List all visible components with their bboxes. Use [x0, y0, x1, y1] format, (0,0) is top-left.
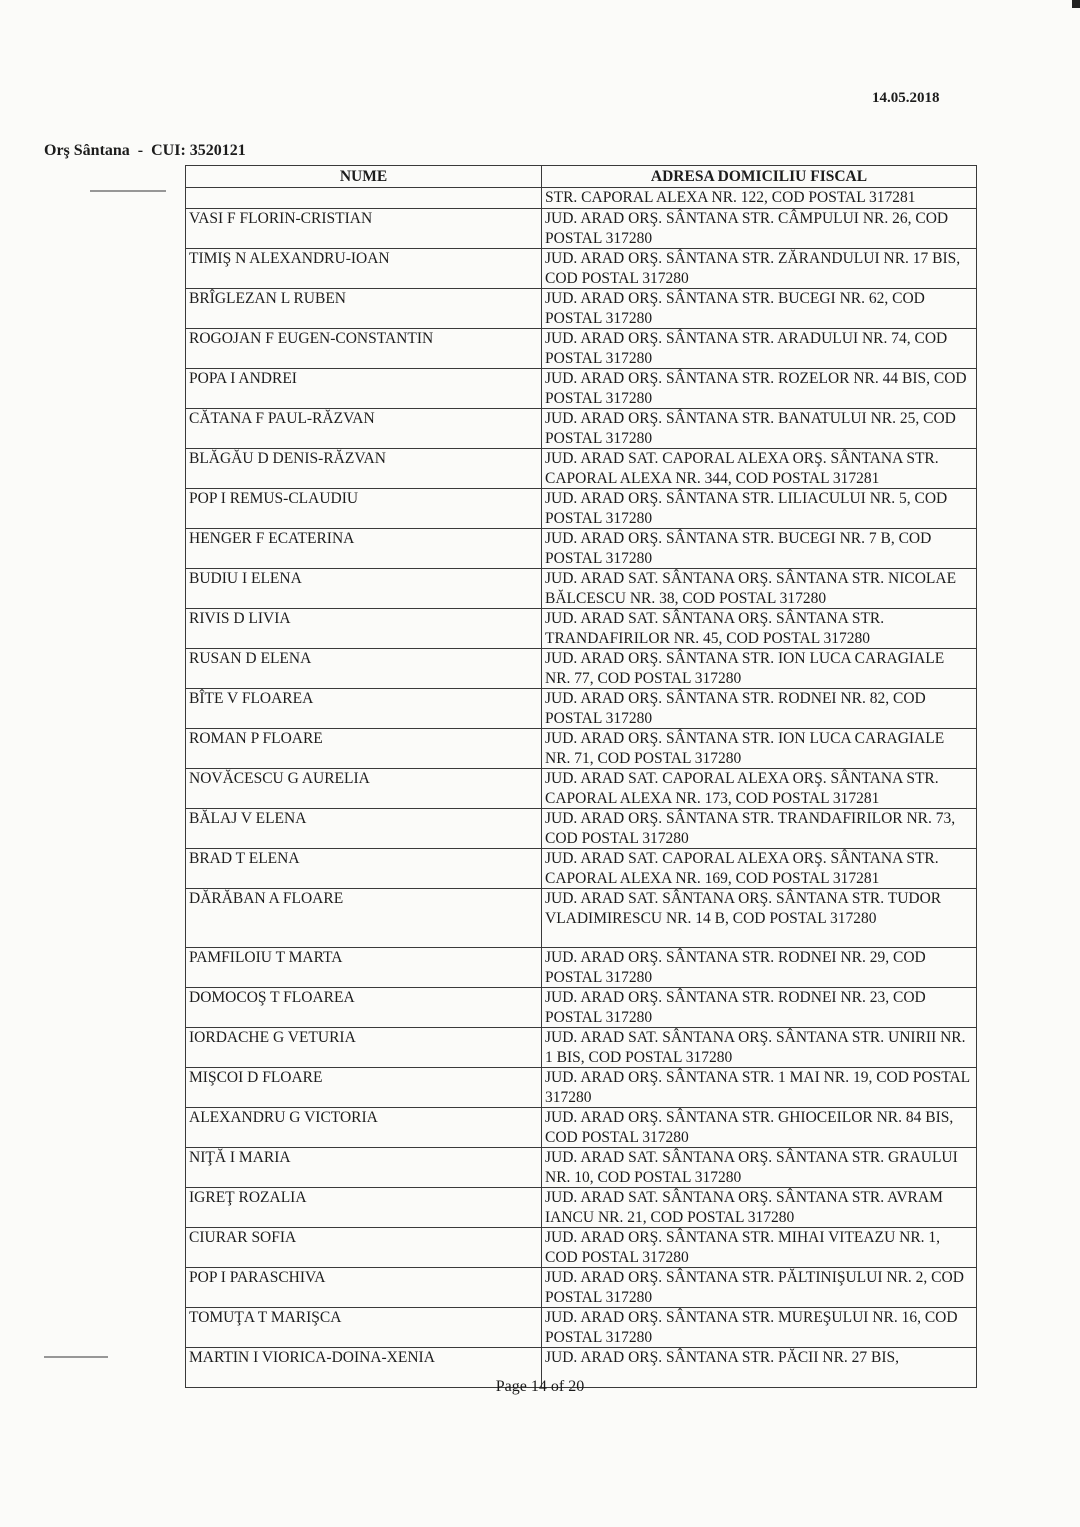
- table-row: [186, 1188, 977, 1228]
- cell-name: IGREŢ ROZALIA: [186, 1188, 542, 1228]
- table-row: [186, 689, 977, 729]
- table-row: [186, 769, 977, 809]
- cell-address: JUD. ARAD ORŞ. SÂNTANA STR. BUCEGI NR. 7 B, COD POSTAL 317280: [542, 529, 977, 569]
- cell-name: [186, 188, 542, 209]
- cell-address: JUD. ARAD ORŞ. SÂNTANA STR. GHIOCEILOR NR. 84 BIS, COD POSTAL 317280: [542, 1108, 977, 1148]
- table-row: [186, 209, 977, 249]
- document-date: 14.05.2018: [872, 90, 940, 106]
- table-row: [186, 609, 977, 649]
- table-row: [186, 649, 977, 689]
- table-row: [186, 988, 977, 1028]
- cell-address: JUD. ARAD ORŞ. SÂNTANA STR. LILIACULUI NR. 5, COD POSTAL 317280: [542, 489, 977, 529]
- cell-name: POPA I ANDREI: [186, 369, 542, 409]
- cell-address: JUD. ARAD ORŞ. SÂNTANA STR. ZĂRANDULUI NR. 17 BIS, COD POSTAL 317280: [542, 249, 977, 289]
- cell-address: JUD. ARAD ORŞ. SÂNTANA STR. MUREŞULUI NR. 16, COD POSTAL 317280: [542, 1308, 977, 1348]
- cell-address: JUD. ARAD ORŞ. SÂNTANA STR. PĂLTINIŞULUI NR. 2, COD POSTAL 317280: [542, 1268, 977, 1308]
- cell-name: PAMFILOIU T MARTA: [186, 948, 542, 988]
- cell-address: JUD. ARAD SAT. SÂNTANA ORŞ. SÂNTANA STR. TRANDAFIRILOR NR. 45, COD POSTAL 317280: [542, 609, 977, 649]
- cui-label: CUI: 3520121: [151, 142, 246, 159]
- cell-address: JUD. ARAD SAT. CAPORAL ALEXA ORŞ. SÂNTANA STR. CAPORAL ALEXA NR. 344, COD POSTAL 317281: [542, 449, 977, 489]
- table-row: [186, 1308, 977, 1348]
- table-row: [186, 569, 977, 609]
- scan-edge-mark: [1072, 0, 1080, 8]
- cell-name: POP I REMUS-CLAUDIU: [186, 489, 542, 529]
- cell-address: JUD. ARAD ORŞ. SÂNTANA STR. RODNEI NR. 23, COD POSTAL 317280: [542, 988, 977, 1028]
- cell-name: BRAD T ELENA: [186, 849, 542, 889]
- cell-address: JUD. ARAD SAT. CAPORAL ALEXA ORŞ. SÂNTANA STR. CAPORAL ALEXA NR. 169, COD POSTAL 317281: [542, 849, 977, 889]
- cell-name: ROMAN P FLOARE: [186, 729, 542, 769]
- table-row: [186, 1068, 977, 1108]
- cell-name: NOVĂCESCU G AURELIA: [186, 769, 542, 809]
- scan-artifact: [90, 190, 166, 192]
- cell-address: JUD. ARAD ORŞ. SÂNTANA STR. ION LUCA CARAGIALE NR. 71, COD POSTAL 317280: [542, 729, 977, 769]
- cell-address: JUD. ARAD ORŞ. SÂNTANA STR. RODNEI NR. 82, COD POSTAL 317280: [542, 689, 977, 729]
- table-row: [186, 1228, 977, 1268]
- table-row: [186, 529, 977, 569]
- cell-name: ROGOJAN F EUGEN-CONSTANTIN: [186, 329, 542, 369]
- cell-address: JUD. ARAD ORŞ. SÂNTANA STR. ION LUCA CARAGIALE NR. 77, COD POSTAL 317280: [542, 649, 977, 689]
- table-row: [186, 249, 977, 289]
- cell-name: CIURAR SOFIA: [186, 1228, 542, 1268]
- cell-name: BRÎGLEZAN L RUBEN: [186, 289, 542, 329]
- cell-name: CĂTANA F PAUL-RĂZVAN: [186, 409, 542, 449]
- cell-address: JUD. ARAD SAT. SÂNTANA ORŞ. SÂNTANA STR. AVRAM IANCU NR. 21, COD POSTAL 317280: [542, 1188, 977, 1228]
- table-row: [186, 489, 977, 529]
- table-row: [186, 409, 977, 449]
- cell-address: JUD. ARAD SAT. SÂNTANA ORŞ. SÂNTANA STR. GRAULUI NR. 10, COD POSTAL 317280: [542, 1148, 977, 1188]
- page-number: Page 14 of 20: [495, 1378, 585, 1395]
- table-body: [186, 188, 977, 1388]
- table-row: [186, 1148, 977, 1188]
- table-row: [186, 449, 977, 489]
- entity-name: Orş Sântana: [44, 142, 130, 159]
- cell-name: BĂLAJ V ELENA: [186, 809, 542, 849]
- cell-name: ALEXANDRU G VICTORIA: [186, 1108, 542, 1148]
- cell-name: VASI F FLORIN-CRISTIAN: [186, 209, 542, 249]
- cell-address: JUD. ARAD SAT. SÂNTANA ORŞ. SÂNTANA STR. UNIRII NR. 1 BIS, COD POSTAL 317280: [542, 1028, 977, 1068]
- table-header-row: [186, 166, 977, 188]
- cell-name: IORDACHE G VETURIA: [186, 1028, 542, 1068]
- cell-name: MARTIN I VIORICA-DOINA-XENIA: [186, 1348, 542, 1388]
- table-row: [186, 889, 977, 948]
- cell-address: JUD. ARAD ORŞ. SÂNTANA STR. BANATULUI NR. 25, COD POSTAL 317280: [542, 409, 977, 449]
- table-row: [186, 729, 977, 769]
- column-header-address: ADRESA DOMICILIU FISCAL: [542, 166, 977, 188]
- column-header-name: NUME: [186, 166, 542, 188]
- cell-address: JUD. ARAD SAT. SÂNTANA ORŞ. SÂNTANA STR. NICOLAE BĂLCESCU NR. 38, COD POSTAL 317280: [542, 569, 977, 609]
- table-row: [186, 369, 977, 409]
- cell-address: JUD. ARAD ORŞ. SÂNTANA STR. RODNEI NR. 29, COD POSTAL 317280: [542, 948, 977, 988]
- cell-address: JUD. ARAD SAT. SÂNTANA ORŞ. SÂNTANA STR. TUDOR VLADIMIRESCU NR. 14 B, COD POSTAL 317280: [542, 889, 977, 948]
- table-row: [186, 849, 977, 889]
- heading-separator: -: [137, 142, 144, 159]
- cell-address: JUD. ARAD ORŞ. SÂNTANA STR. ARADULUI NR. 74, COD POSTAL 317280: [542, 329, 977, 369]
- cell-name: POP I PARASCHIVA: [186, 1268, 542, 1308]
- table-row: [186, 329, 977, 369]
- document-heading: [44, 142, 246, 160]
- cell-address: JUD. ARAD ORŞ. SÂNTANA STR. TRANDAFIRILOR NR. 73, COD POSTAL 317280: [542, 809, 977, 849]
- scan-artifact: [44, 1356, 108, 1358]
- cell-address: JUD. ARAD ORŞ. SÂNTANA STR. BUCEGI NR. 62, COD POSTAL 317280: [542, 289, 977, 329]
- cell-name: NIŢĂ I MARIA: [186, 1148, 542, 1188]
- table-row: [186, 948, 977, 988]
- cell-name: RUSAN D ELENA: [186, 649, 542, 689]
- table-row: [186, 809, 977, 849]
- cell-name: MIŞCOI D FLOARE: [186, 1068, 542, 1108]
- table-row: [186, 289, 977, 329]
- cell-name: TIMIŞ N ALEXANDRU-IOAN: [186, 249, 542, 289]
- cell-name: DOMOCOŞ T FLOAREA: [186, 988, 542, 1028]
- cell-name: BUDIU I ELENA: [186, 569, 542, 609]
- cell-address: JUD. ARAD SAT. CAPORAL ALEXA ORŞ. SÂNTANA STR. CAPORAL ALEXA NR. 173, COD POSTAL 317281: [542, 769, 977, 809]
- cell-name: HENGER F ECATERINA: [186, 529, 542, 569]
- cell-address: JUD. ARAD ORŞ. SÂNTANA STR. 1 MAI NR. 19, COD POSTAL 317280: [542, 1068, 977, 1108]
- cell-name: BÎTE V FLOAREA: [186, 689, 542, 729]
- table-row: [186, 188, 977, 209]
- cell-name: DĂRĂBAN A FLOARE: [186, 889, 542, 948]
- cell-address: JUD. ARAD ORŞ. SÂNTANA STR. ROZELOR NR. 44 BIS, COD POSTAL 317280: [542, 369, 977, 409]
- table-row: [186, 1028, 977, 1068]
- taxpayer-table: [185, 165, 977, 1388]
- table-row: [186, 1108, 977, 1148]
- cell-address: JUD. ARAD ORŞ. SÂNTANA STR. PĂCII NR. 27 BIS,: [542, 1348, 977, 1388]
- cell-address: JUD. ARAD ORŞ. SÂNTANA STR. CÂMPULUI NR. 26, COD POSTAL 317280: [542, 209, 977, 249]
- cell-name: TOMUŢA T MARIŞCA: [186, 1308, 542, 1348]
- cell-name: RIVIS D LIVIA: [186, 609, 542, 649]
- cell-address: STR. CAPORAL ALEXA NR. 122, COD POSTAL 317281: [542, 188, 977, 209]
- table-row: [186, 1268, 977, 1308]
- cell-name: BLĂGĂU D DENIS-RĂZVAN: [186, 449, 542, 489]
- cell-address: JUD. ARAD ORŞ. SÂNTANA STR. MIHAI VITEAZU NR. 1, COD POSTAL 317280: [542, 1228, 977, 1268]
